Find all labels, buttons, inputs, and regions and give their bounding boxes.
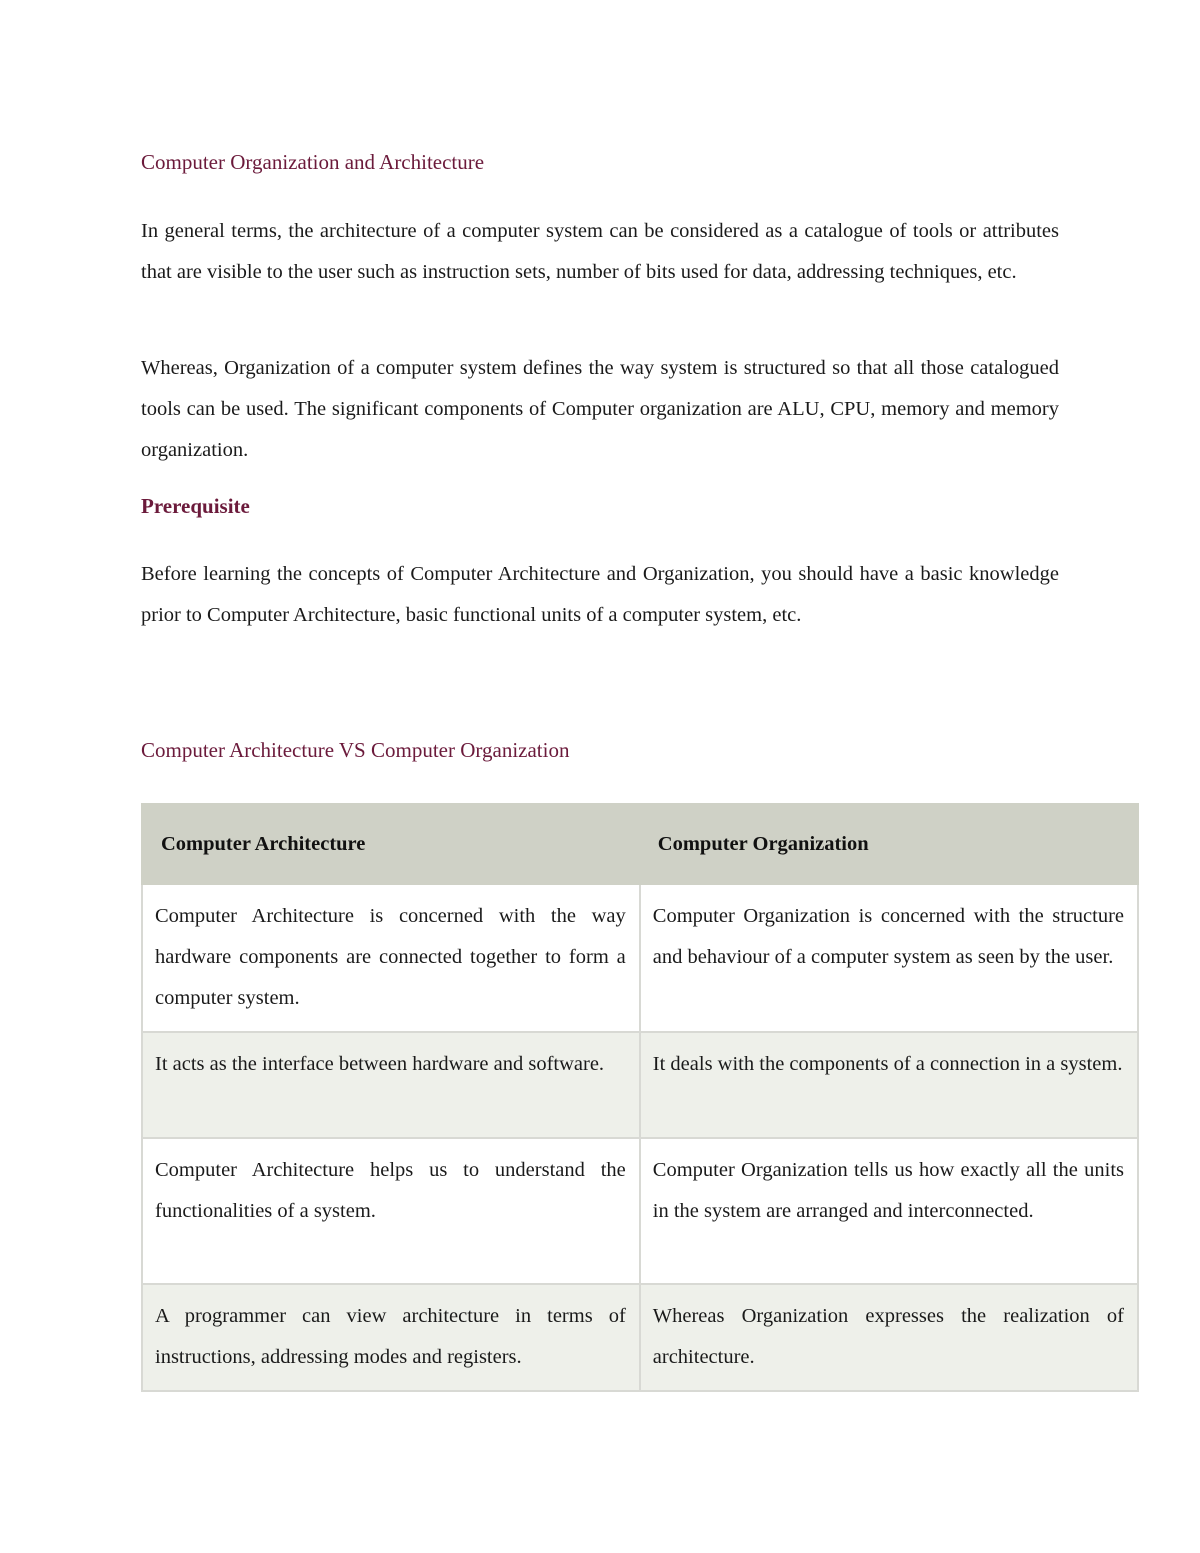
- table-cell-organization: Whereas Organization expresses the realization of architecture.: [640, 1284, 1138, 1391]
- table-cell-organization: Computer Organization tells us how exactly all the units in the system are arranged and interconnected.: [640, 1138, 1138, 1284]
- table-header-organization: Computer Organization: [640, 804, 1138, 884]
- intro-paragraph-2: Whereas, Organization of a computer system defines the way system is structured so that all those catalogued tools can be used. The significant components of Computer organization are ALU, CPU, memory and memory organization.: [141, 357, 1059, 461]
- comparison-table: [141, 803, 1139, 1392]
- table-row: [142, 1138, 1138, 1284]
- table-cell-architecture: Computer Architecture is concerned with the way hardware components are connected together to form a computer system.: [142, 884, 640, 1032]
- table-row: [142, 1032, 1138, 1138]
- table-header-row: [142, 804, 1138, 884]
- table-cell-architecture: A programmer can view architecture in terms of instructions, addressing modes and registers.: [142, 1284, 640, 1391]
- table-row: [142, 1284, 1138, 1391]
- table-cell-architecture: Computer Architecture helps us to understand the functionalities of a system.: [142, 1138, 640, 1284]
- table-cell-organization: It deals with the components of a connection in a system.: [640, 1032, 1138, 1138]
- table-header-architecture: Computer Architecture: [142, 804, 640, 884]
- prerequisite-paragraph: Before learning the concepts of Computer Architecture and Organization, you should have a basic knowledge prior to Computer Architecture, basic functional units of a computer system, etc.: [141, 563, 1059, 626]
- comparison-heading: Computer Architecture VS Computer Organization: [141, 738, 570, 762]
- document-title: Computer Organization and Architecture: [141, 150, 485, 174]
- prerequisite-heading: Prerequisite: [141, 494, 250, 518]
- table-cell-architecture: It acts as the interface between hardware and software.: [142, 1032, 640, 1138]
- intro-paragraph-1: In general terms, the architecture of a computer system can be considered as a catalogue of tools or attributes that are visible to the user such as instruction sets, number of bits used for data, addressing techniques, etc.: [141, 220, 1059, 283]
- table-row: [142, 884, 1138, 1032]
- table-cell-organization: Computer Organization is concerned with the structure and behaviour of a computer system as seen by the user.: [640, 884, 1138, 1032]
